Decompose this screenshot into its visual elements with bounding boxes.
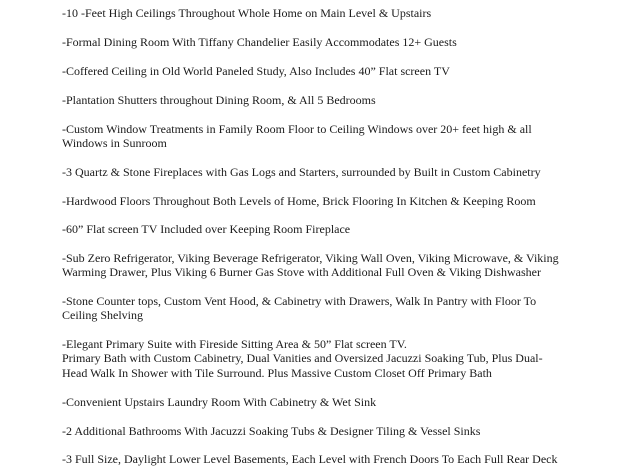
feature-line: -3 Full Size, Daylight Lower Level Basements, Each Level with French Doors To Each Full Rear Deck [62, 452, 558, 466]
feature-line: -Convenient Upstairs Laundry Room With Cabinetry & Wet Sink [62, 395, 377, 409]
feature-line: -3 Quartz & Stone Fireplaces with Gas Logs and Starters, surrounded by Built in Custom Cabinetry [62, 165, 541, 179]
feature-line: -Elegant Primary Suite with Fireside Sitting Area & 50” Flat screen TV. [62, 337, 407, 351]
feature-line: -2 Additional Bathrooms With Jacuzzi Soaking Tubs & Designer Tiling & Vessel Sinks [62, 424, 481, 438]
feature-line: -Stone Counter tops, Custom Vent Hood, & Cabinetry with Drawers, Walk In Pantry with Floor To [62, 294, 537, 308]
feature-line: Primary Bath with Custom Cabinetry, Dual Vanities and Oversized Jacuzzi Soaking Tub, Plus Dual- [62, 351, 543, 365]
feature-line: -Hardwood Floors Throughout Both Levels of Home, Brick Flooring In Kitchen & Keeping Room [62, 194, 536, 208]
feature-line: -Custom Window Treatments in Family Room Floor to Ceiling Windows over 20+ feet high & all [62, 122, 532, 136]
feature-line: Ceiling Shelving [62, 308, 143, 322]
feature-line: -Formal Dining Room With Tiffany Chandelier Easily Accommodates 12+ Guests [62, 35, 457, 49]
feature-line: -Coffered Ceiling in Old World Paneled Study, Also Includes 40” Flat screen TV [62, 64, 450, 78]
feature-line: -10 -Feet High Ceilings Throughout Whole Home on Main Level & Upstairs [62, 6, 432, 20]
feature-line: -Sub Zero Refrigerator, Viking Beverage Refrigerator, Viking Wall Oven, Viking Microwave, & Viking [62, 251, 559, 265]
feature-line: Warming Drawer, Plus Viking 6 Burner Gas Stove with Additional Full Oven & Viking Dishwasher [62, 265, 541, 279]
feature-line: -Plantation Shutters throughout Dining Room, & All 5 Bedrooms [62, 93, 376, 107]
feature-line: -60” Flat screen TV Included over Keeping Room Fireplace [62, 222, 351, 236]
feature-line: Windows in Sunroom [62, 136, 167, 150]
feature-line: Head Walk In Shower with Tile Surround. Plus Massive Custom Closet Off Primary Bath [62, 366, 492, 380]
